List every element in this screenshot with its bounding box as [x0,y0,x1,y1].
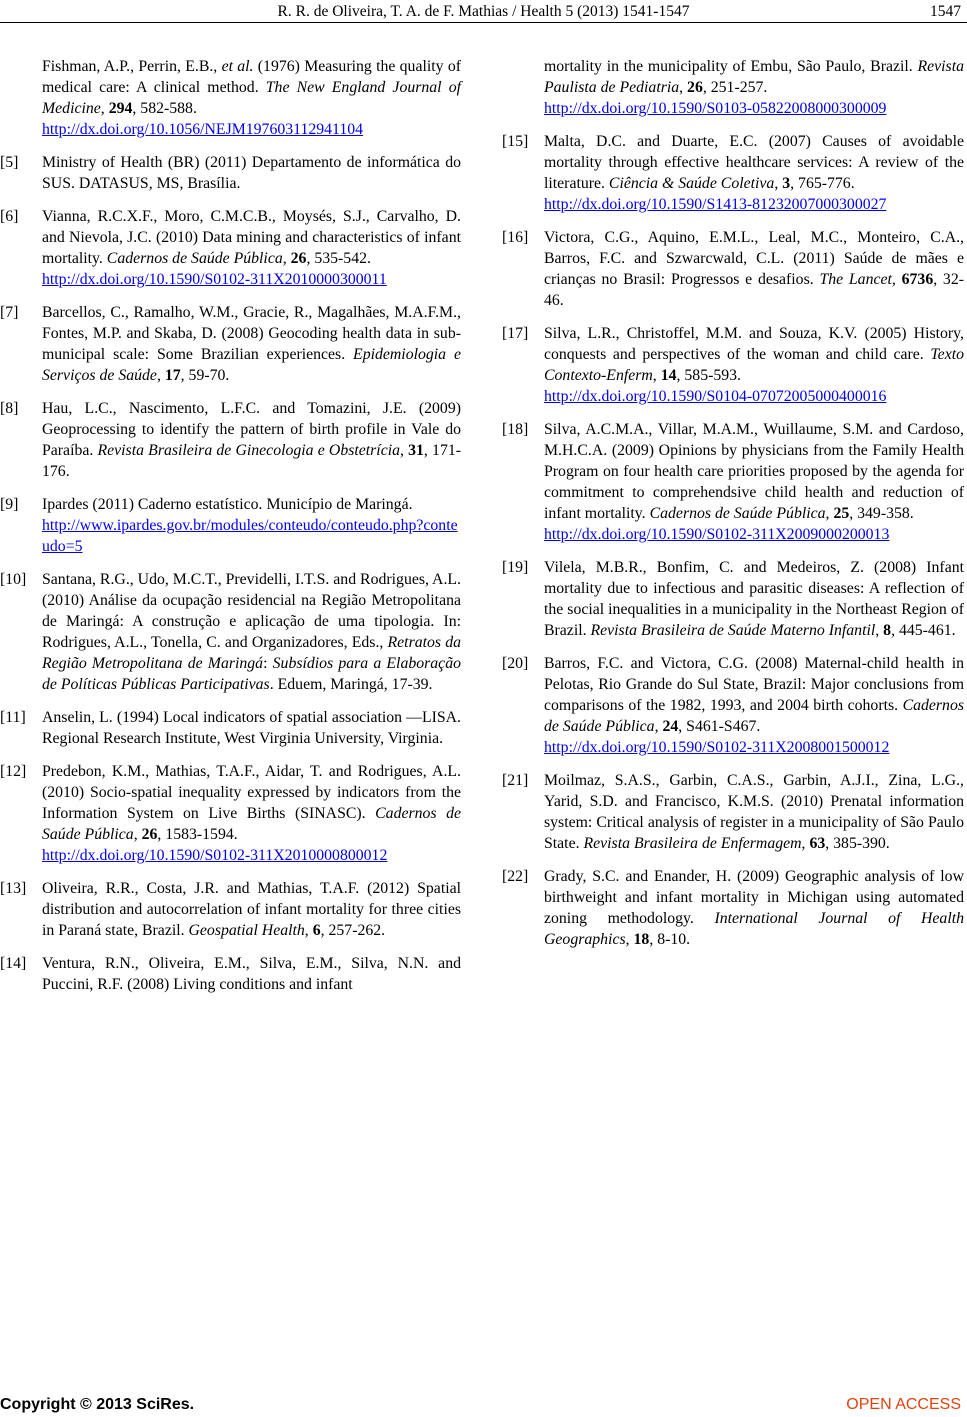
reference-doi-link[interactable]: http://dx.doi.org/10.1590/S0102-311X2010000300011 [42,271,387,288]
reference-text [544,131,964,194]
reference-segment: , [801,835,810,852]
reference-volume: 26 [141,826,158,843]
reference-segment: , [679,79,688,96]
reference-segment: Malta, D.C. and Duarte, E.C. (2007) Causes of avoidable mortality through effective healthcare services: A review of the literature. [544,133,964,192]
reference-segment: , 385-390. [825,835,890,852]
reference-text [544,323,964,386]
reference-journal: Revista Brasileira de Saúde Materno Infantil [590,622,876,639]
open-access-label: OPEN ACCESS [846,1396,961,1413]
reference-journal: et al. [221,58,254,75]
reference-doi-link[interactable]: http://dx.doi.org/10.1590/S0102-311X2009000200013 [544,526,890,543]
reference-item [502,56,964,119]
reference-segment: Hau, L.C., Nascimento, L.F.C. and Tomazini, J.E. (2009) Geoprocessing to identify the pattern of birth profile in Vale do Paraíba. [42,400,461,459]
reference-volume: 294 [108,100,133,117]
reference-journal: Revista Brasileira de Enfermagem [583,835,802,852]
reference-item [0,152,461,194]
reference-segment: , 765-776. [790,175,855,192]
reference-item [502,419,964,545]
reference-item [502,227,964,311]
reference-volume: 8 [883,622,892,639]
reference-segment: , 445-461. [891,622,956,639]
reference-number: [21] [502,772,529,789]
reference-volume: 6736 [901,271,934,288]
reference-segment: Ventura, R.N., Oliveira, E.M., Silva, E.M., Silva, N.N. and Puccini, R.F. (2008) Living conditions and infant [42,955,461,993]
reference-segment: Silva, L.R., Christoffel, M.M. and Souza, K.V. (2005) History, conquests and perspectives of the woman and child care. [544,325,964,363]
reference-item [502,557,964,641]
reference-text [42,878,461,941]
reference-text [544,557,964,641]
reference-item [502,131,964,215]
reference-text [42,302,461,386]
reference-segment: Vilela, M.B.R., Bonfim, C. and Medeiros, Z. (2008) Infant mortality due to infectious and parasitic diseases: A reflection of the social inequalities in a municipality in the Northeast Region of Brazil. [544,559,964,639]
reference-segment: , [652,367,661,384]
reference-segment: , [825,505,834,522]
reference-item [0,707,461,749]
reference-number: [12] [0,763,27,780]
reference-segment: , 59-70. [180,367,230,384]
reference-text [42,56,461,119]
reference-doi-link[interactable]: http://dx.doi.org/10.1056/NEJM197603112941104 [42,121,364,138]
reference-journal: Cadernos de Saúde Pública [544,697,964,735]
reference-segment: Ministry of Health (BR) (2011) Departamento de informática do SUS. DATASUS, MS, Brasília. [42,154,461,192]
reference-segment: . Eduem, Maringá, 17-39. [269,676,433,693]
header-rule [0,22,967,23]
reference-text [544,866,964,950]
reference-segment: , 257-262. [320,922,386,939]
reference-item [502,866,964,950]
reference-journal: Revista Brasileira de Ginecologia e Obstetrícia [97,442,400,459]
reference-segment: , [774,175,783,192]
reference-segment: , [625,931,634,948]
reference-volume: 6 [312,922,321,939]
reference-journal: The Lancet [819,271,892,288]
reference-segment: , 8-10. [649,931,691,948]
reference-journal: Ciência & Saúde Coletiva [608,175,775,192]
reference-segment: Fishman, A.P., Perrin, E.B., [42,58,222,75]
reference-journal: Cadernos de Saúde Pública [42,805,462,843]
reference-doi-link[interactable]: http://dx.doi.org/10.1590/S0103-05822008000300009 [544,100,887,117]
reference-number: [20] [502,655,529,672]
reference-segment: : [263,655,273,672]
reference-segment: , 535-542. [306,250,371,267]
reference-segment: , 582-588. [132,100,197,117]
reference-segment: , [891,271,902,288]
reference-item [0,761,461,866]
reference-number: [22] [502,868,529,885]
reference-volume: 63 [809,835,826,852]
reference-item [502,770,964,854]
reference-segment: , [875,622,884,639]
reference-journal: Subsídios para a Elaboração de Políticas Públicas Participativas [42,655,461,693]
reference-number: [18] [502,421,529,438]
reference-segment: , 32-46. [544,271,964,309]
reference-text [42,761,461,845]
reference-number: [9] [0,496,19,513]
reference-segment: Silva, A.C.M.A., Villar, M.A.M., Wuillaume, S.M. and Cardoso, M.H.C.A. (2009) Opinions by physicians from the Family Health Program on four health care priorities proposed by the agenda for commitment to comprehendsive child health and reduction of infant mortality. [544,421,964,522]
reference-item [0,494,461,557]
reference-volume: 26 [687,79,703,96]
reference-segment: , 251-257. [702,79,768,96]
reference-item [0,953,461,995]
reference-text [544,419,964,524]
reference-journal: The New England Journal of Medicine [42,79,461,117]
reference-segment: Anselin, L. (1994) Local indicators of spatial association —LISA. Regional Research Institute, West Virginia University, Virginia. [42,709,461,747]
copyright-notice: Copyright © 2013 SciRes. [0,1396,195,1413]
left-column [0,56,461,1007]
reference-segment: Oliveira, R.R., Costa, J.R. and Mathias, T.A.F. (2012) Spatial distribution and autocorrelation of infant mortality for three cities in Paraná state, Brazil. [42,880,461,939]
reference-number: [8] [0,400,19,417]
reference-number: [17] [502,325,529,342]
reference-text [42,953,461,995]
reference-number: [6] [0,208,19,225]
reference-number: [13] [0,880,27,897]
reference-number: [15] [502,133,529,150]
reference-doi-link[interactable]: http://www.ipardes.gov.br/modules/conteudo/conteudo.php?conteudo=5 [42,517,458,555]
reference-volume: 25 [833,505,850,522]
reference-text [544,770,964,854]
reference-segment: , [400,442,409,459]
reference-segment: , S461-S467. [678,718,761,735]
reference-segment: Barcellos, C., Ramalho, W.M., Gracie, R., Magalhães, M.A.F.M., Fontes, M.P. and Skaba, D. (2008) Geocoding health data in sub-municipal scale: Some Brazilian experiences. [42,304,461,363]
reference-item [0,398,461,482]
reference-item [0,878,461,941]
reference-segment: Grady, S.C. and Enander, H. (2009) Geographic analysis of low birthweight and infant mortality in Michigan using automated zoning methodology. [544,868,964,927]
reference-text [42,206,461,269]
reference-segment: Victora, C.G., Aquino, E.M.L., Leal, M.C., Monteiro, C.A., Barros, F.C. and Szwarcwald, C.L. (2011) Saúde de mães e crianças no Brasil: Progressos e desafios. [544,229,964,288]
reference-segment: Vianna, R.C.X.F., Moro, C.M.C.B., Moysés, S.J., Carvalho, D. and Nievola, J.C. (2010) Data mining and characteristics of infant mortality. [42,208,461,267]
reference-item [0,569,461,695]
reference-item [502,323,964,407]
reference-segment: , 171-176. [42,442,461,480]
reference-text [42,152,461,194]
reference-doi-link[interactable]: http://dx.doi.org/10.1590/S1413-81232007000300027 [544,196,887,213]
reference-text [544,227,964,311]
reference-segment: , [156,367,165,384]
reference-segment: , [100,100,109,117]
running-title: R. R. de Oliveira, T. A. de F. Mathias / Health 5 (2013) 1541-1547 [277,3,690,20]
reference-text [42,569,461,695]
reference-text [42,494,461,515]
page-footer [0,1396,967,1416]
reference-segment: Predebon, K.M., Mathias, T.A.F., Aidar, T. and Rodrigues, A.L. (2010) Socio-spatial inequality expressed by indicators from the Information System on Live Births (SINASC). [42,763,461,822]
page-header [0,0,967,24]
reference-volume: 31 [408,442,424,459]
reference-volume: 14 [660,367,677,384]
reference-journal: Epidemiologia e Serviços de Saúde [42,346,461,384]
reference-volume: 3 [782,175,791,192]
reference-item [502,653,964,758]
reference-text [544,653,964,737]
reference-number: [5] [0,154,19,171]
reference-item [0,56,461,140]
reference-doi-link[interactable]: http://dx.doi.org/10.1590/S0102-311X2010000800012 [42,847,388,864]
reference-doi-link[interactable]: http://dx.doi.org/10.1590/S0104-07072005000400016 [544,388,887,405]
reference-segment: , 1583-1594. [157,826,238,843]
reference-text [42,398,461,482]
page-number: 1547 [930,3,961,20]
reference-segment: , [304,922,313,939]
reference-segment: Santana, R.G., Udo, M.C.T., Previdelli, I.T.S. and Rodrigues, A.L. (2010) Análise da ocupação residencial na Região Metropolitana de Maringá: A construção e aplicação de uma tipologia. In: Rodrigues, A.L., Tonella, C. and Organizadores, Eds., [42,571,461,651]
reference-volume: 26 [290,250,307,267]
right-column [502,56,964,962]
reference-segment: , 349-358. [849,505,914,522]
reference-item [0,302,461,386]
reference-number: [10] [0,571,27,588]
reference-journal: International Journal of Health Geographics [544,910,964,948]
reference-journal: Cadernos de Saúde Pública [649,505,826,522]
reference-segment: Moilmaz, S.A.S., Garbin, C.A.S., Garbin, A.J.I., Zina, L.G., Yarid, S.D. and Francisco, K.M.S. (2010) Prenatal information system: Critical analysis of register in a municipality of São Paulo State. [544,772,964,852]
reference-segment: Ipardes (2011) Caderno estatístico. Município de Maringá. [42,496,413,513]
reference-number: [14] [0,955,27,972]
reference-item [0,206,461,290]
reference-segment: , [133,826,142,843]
reference-number: [11] [0,709,26,726]
reference-volume: 24 [662,718,679,735]
reference-segment: mortality in the municipality of Embu, São Paulo, Brazil. [544,58,918,75]
reference-volume: 17 [164,367,181,384]
reference-journal: Cadernos de Saúde Pública [106,250,283,267]
reference-journal: Texto Contexto-Enferm [544,346,964,384]
reference-number: [19] [502,559,529,576]
reference-segment: Barros, F.C. and Victora, C.G. (2008) Maternal-child health in Pelotas, Rio Grande do Sul State, Brazil: Major conclusions from comparisons of the 1982, 1993, and 2004 birth cohorts. [544,655,964,714]
reference-segment: , [654,718,663,735]
reference-text [42,707,461,749]
reference-volume: 18 [633,931,650,948]
reference-doi-link[interactable]: http://dx.doi.org/10.1590/S0102-311X2008001500012 [544,739,890,756]
reference-journal: Revista Paulista de Pediatria [544,58,964,96]
reference-text [544,56,964,98]
reference-journal: Retratos da Região Metropolitana de Maringá [42,634,462,672]
reference-segment: , [282,250,291,267]
reference-number: [7] [0,304,19,321]
reference-segment: (1976) Measuring the quality of medical care: A clinical method. [42,58,461,96]
reference-segment: , 585-593. [676,367,741,384]
reference-number: [16] [502,229,529,246]
reference-journal: Geospatial Health [188,922,305,939]
